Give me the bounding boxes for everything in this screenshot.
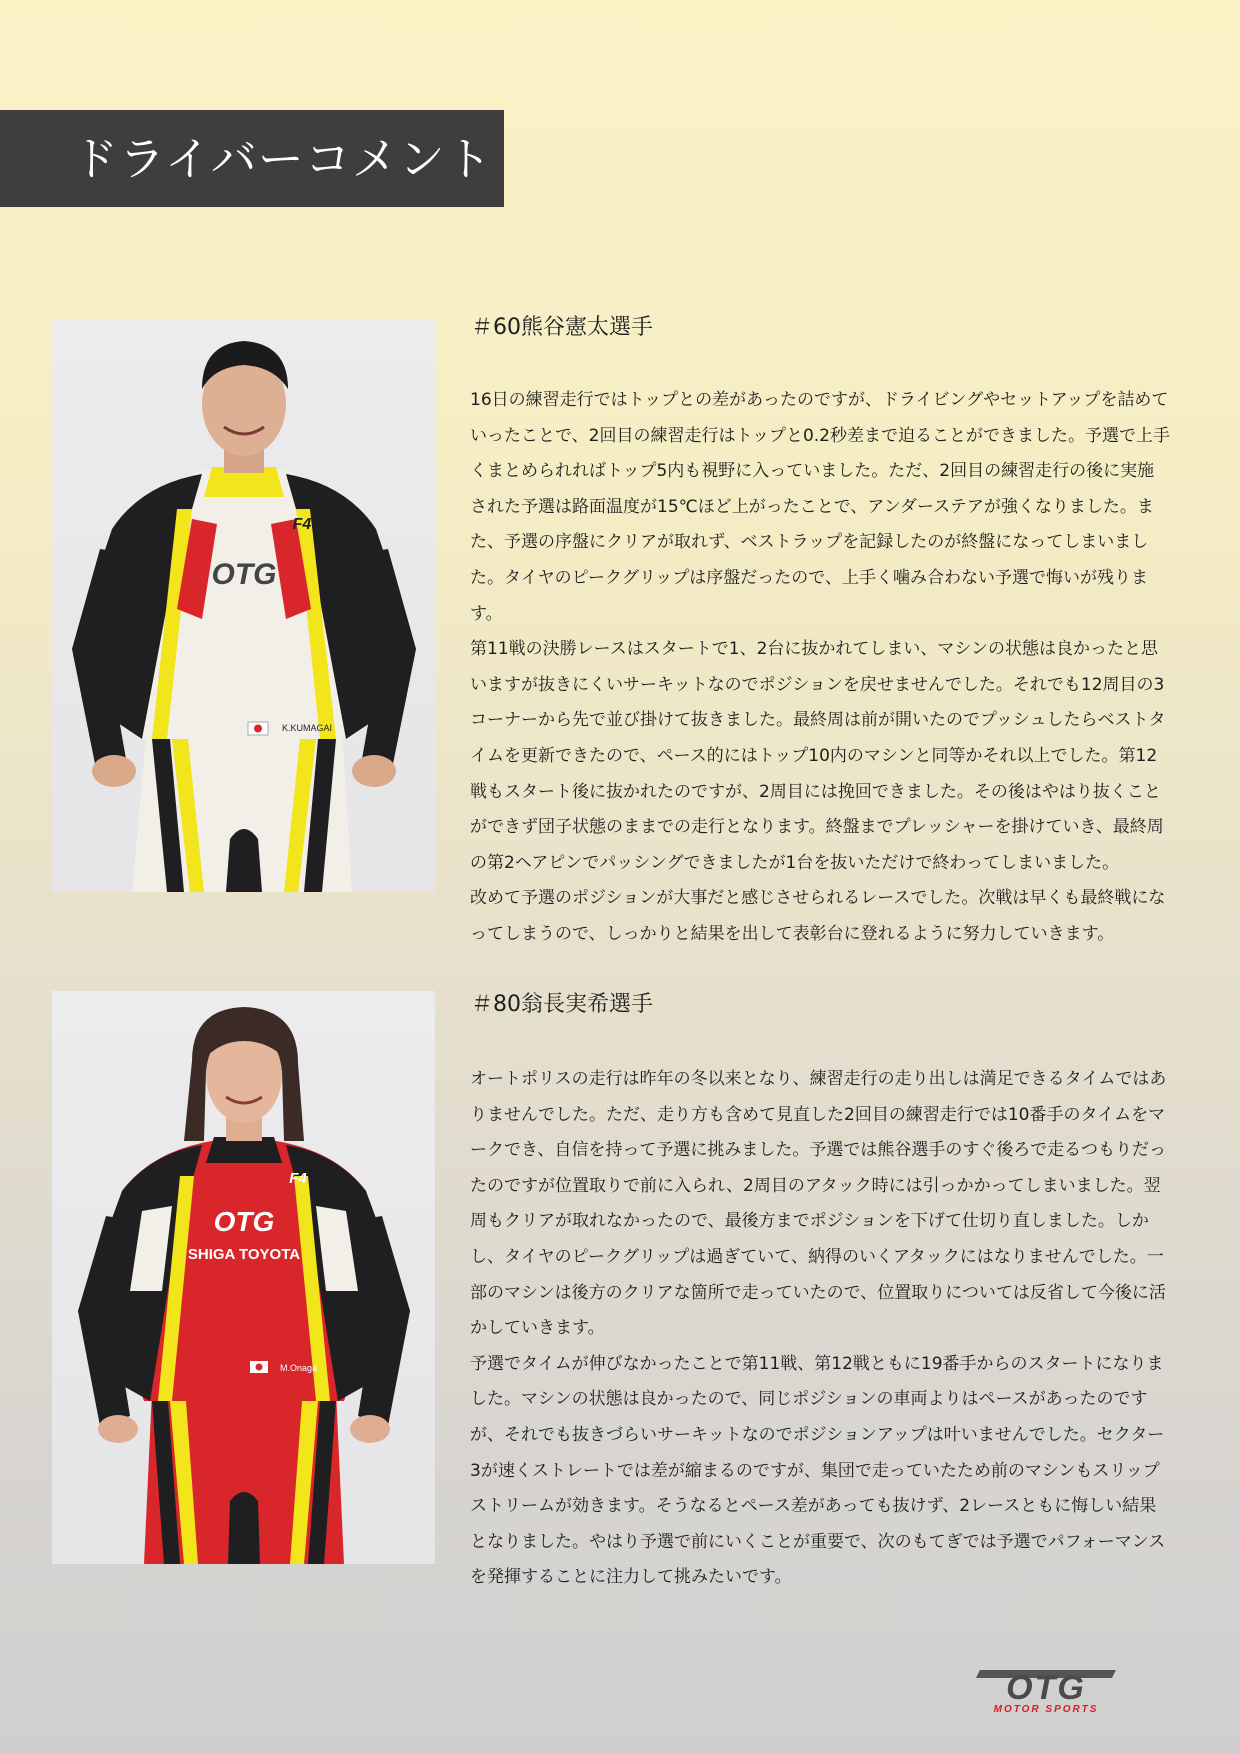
driver-60-name: ＃60熊谷憲太選手 <box>471 315 653 340</box>
otg-logo-graphic <box>966 1666 1126 1714</box>
suit-name-tag: K.KUMAGAI <box>282 723 333 733</box>
driver-60-illustration <box>52 319 435 892</box>
driver-80-name: ＃80翁長実希選手 <box>471 992 653 1017</box>
suit-name-tag: M.Onaga <box>280 1363 318 1373</box>
comment-paragraph: 予選でタイムが伸びなかったことで第11戦、第12戦ともに19番手からのスタートになりました。マシンの状態は良かったので、同じポジションの車両よりはペースがあったのですが、それでも抜きづらいサーキットなのでポジションアップは叶いませんでした。セクター3が速くストレートでは差が縮まるのですが、集団で走っていたため前のマシンもスリップストリームが効きます。そうなるとペース差があっても抜けず、2レースともに悔しい結果となりました。やはり予選で前にいくことが重要で、次のもてぎでは予選でパフォーマンスを発揮することに注力して挑みたいです。 <box>470 1353 1166 1588</box>
driver-80-photo <box>52 991 435 1564</box>
suit-sponsor-text: SHIGA TOYOTA <box>187 1246 301 1263</box>
driver-80-comment <box>470 1062 1170 1596</box>
header-band <box>0 110 504 207</box>
driver-60-photo <box>52 319 435 892</box>
page-title: ドライバーコメント <box>72 132 493 186</box>
otg-motorsports-logo <box>966 1666 1126 1714</box>
logo-sub-text: MOTOR SPORTS <box>993 1704 1099 1714</box>
comment-paragraph: 第11戦の決勝レースはスタートで1、2台に抜かれてしまい、マシンの状態は良かったと思いますが抜きにくいサーキットなのでポジションを戻せませんでした。それでも12周目の3コーナーから先で並び掛けて抜きました。最終周は前が開いたのでプッシュしたらベストタイムを更新できたので、ペース的にはトップ10内のマシンと同等かそれ以上でした。第12戦もスタート後に抜かれたのですが、2周目には挽回できました。その後はやはり抜くことができず団子状態のままでの走行となります。終盤までプレッシャーを掛けていき、最終周の第2ヘアピンでパッシングできましたが1台を抜いただけで終わってしまいました。 <box>470 639 1166 873</box>
comment-paragraph: オートポリスの走行は昨年の冬以来となり、練習走行の走り出しは満足できるタイムではありませんでした。ただ、走り方も含めて見直した2回目の練習走行では10番手のタイムをマークでき、自信を持って予選に挑みました。予選では熊谷選手のすぐ後ろで走るつもりだったのですが位置取りで前に入られ、2周目のアタック時には引っかかってしまいました。翌周もクリアが取れなかったので、最後方までポジションを下げて仕切り直しました。しかし、タイヤのピークグリップは過ぎていて、納得のいくアタックにはなりませんでした。一部のマシンは後方のクリアな箇所で走っていたので、位置取りについては反省して今後に活かしていきます。 <box>470 1069 1167 1339</box>
comment-paragraph: 改めて予選のポジションが大事だと感じさせられるレースでした。次戦は早くも最終戦になってしまうので、しっかりと結果を出して表彰台に登れるように努力していきます。 <box>470 888 1166 944</box>
suit-brand-text: OTG <box>213 1206 275 1237</box>
suit-series-text: F4 <box>292 516 312 533</box>
driver-60-comment <box>470 383 1170 953</box>
comment-paragraph: 16日の練習走行ではトップとの差があったのですが、ドライビングやセットアップを詰めていったことで、2回目の練習走行はトップと0.2秒差まで迫ることができました。予選で上手くまとめられればトップ5内も視野に入っていました。ただ、2回目の練習走行の後に実施された予選は路面温度が15℃ほど上がったことで、アンダーステアが強くなりました。また、予選の序盤にクリアが取れず、ベストラップを記録したのが終盤になってしまいました。タイヤのピークグリップは序盤だったので、上手く噛み合わない予選で悔いが残ります。 <box>470 390 1170 624</box>
suit-series-text: F4 <box>289 1170 307 1187</box>
suit-brand-text: OTG <box>211 558 277 591</box>
logo-main-text: OTG <box>1006 1669 1086 1707</box>
driver-80-illustration <box>52 991 435 1564</box>
